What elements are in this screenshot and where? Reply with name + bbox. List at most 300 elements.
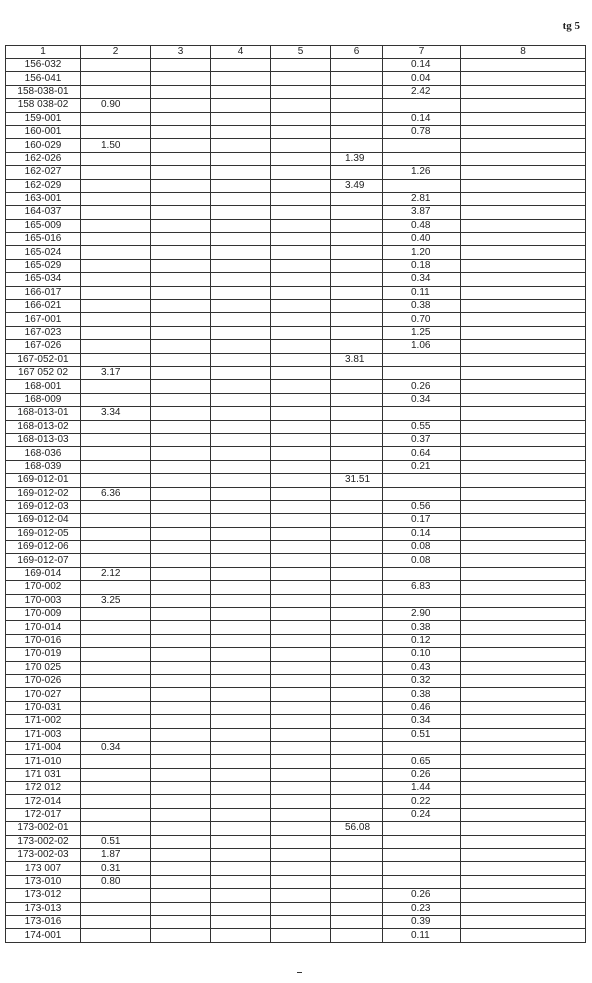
value-cell (211, 313, 271, 326)
table-row (6, 85, 586, 98)
value-cell: 56.08 (331, 822, 383, 835)
value-cell (81, 340, 151, 353)
value-cell: 0.11 (383, 286, 461, 299)
value-cell (81, 353, 151, 366)
table-row (6, 112, 586, 125)
value-cell (151, 929, 211, 942)
value-cell (383, 139, 461, 152)
value-cell (331, 246, 383, 259)
table-row (6, 313, 586, 326)
value-cell (461, 862, 586, 875)
value-cell (331, 594, 383, 607)
value-cell (331, 166, 383, 179)
value-cell (331, 916, 383, 929)
value-cell (81, 648, 151, 661)
value-cell (383, 353, 461, 366)
value-cell (331, 715, 383, 728)
value-cell (151, 326, 211, 339)
value-cell: 0.14 (383, 112, 461, 125)
table-row (6, 608, 586, 621)
value-cell (151, 808, 211, 821)
value-cell (271, 594, 331, 607)
value-cell (211, 822, 271, 835)
value-cell (211, 447, 271, 460)
value-cell (271, 313, 331, 326)
value-cell (461, 206, 586, 219)
table-row (6, 233, 586, 246)
value-cell (211, 701, 271, 714)
value-cell (331, 782, 383, 795)
value-cell (331, 286, 383, 299)
value-cell (151, 514, 211, 527)
value-cell (461, 902, 586, 915)
table-row (6, 554, 586, 567)
value-cell (383, 822, 461, 835)
value-cell (331, 447, 383, 460)
value-cell: 0.11 (383, 929, 461, 942)
value-cell (151, 621, 211, 634)
value-cell (81, 152, 151, 165)
value-cell (81, 728, 151, 741)
value-cell (151, 768, 211, 781)
row-id-cell: 172-014 (6, 795, 81, 808)
row-id-cell: 168-013-01 (6, 407, 81, 420)
value-cell (151, 648, 211, 661)
value-cell (151, 460, 211, 473)
value-cell (461, 822, 586, 835)
value-cell (81, 259, 151, 272)
value-cell (383, 407, 461, 420)
value-cell (331, 72, 383, 85)
value-cell (461, 808, 586, 821)
value-cell (271, 916, 331, 929)
value-cell (461, 741, 586, 754)
value-cell (331, 648, 383, 661)
value-cell (461, 219, 586, 232)
value-cell (331, 59, 383, 72)
value-cell (461, 608, 586, 621)
value-cell (271, 875, 331, 888)
value-cell (211, 233, 271, 246)
value-cell (151, 822, 211, 835)
value-cell (461, 340, 586, 353)
table-row (6, 393, 586, 406)
row-id-cell: 162-027 (6, 166, 81, 179)
table-row (6, 487, 586, 500)
column-header: 3 (151, 46, 211, 59)
value-cell (151, 353, 211, 366)
value-cell (383, 99, 461, 112)
value-cell (461, 233, 586, 246)
value-cell (81, 112, 151, 125)
value-cell (211, 661, 271, 674)
value-cell (81, 380, 151, 393)
value-cell (211, 608, 271, 621)
value-cell (211, 902, 271, 915)
value-cell (461, 407, 586, 420)
value-cell (461, 715, 586, 728)
value-cell (151, 139, 211, 152)
value-cell (331, 85, 383, 98)
value-cell (211, 72, 271, 85)
value-cell (81, 527, 151, 540)
value-cell (331, 433, 383, 446)
value-cell (151, 99, 211, 112)
value-cell (331, 273, 383, 286)
header-row (6, 46, 586, 59)
table-row (6, 862, 586, 875)
value-cell (271, 929, 331, 942)
value-cell (151, 219, 211, 232)
value-cell (151, 393, 211, 406)
value-cell (81, 581, 151, 594)
page-number: tg 5 (562, 20, 580, 32)
value-cell (271, 192, 331, 205)
table-row (6, 72, 586, 85)
row-id-cell: 171-002 (6, 715, 81, 728)
value-cell (331, 621, 383, 634)
table-row (6, 340, 586, 353)
row-id-cell: 171-003 (6, 728, 81, 741)
row-id-cell: 173-012 (6, 889, 81, 902)
value-cell (331, 112, 383, 125)
value-cell (211, 246, 271, 259)
value-cell (331, 514, 383, 527)
value-cell (331, 701, 383, 714)
value-cell (151, 313, 211, 326)
table-row (6, 541, 586, 554)
table-row (6, 527, 586, 540)
value-cell (81, 916, 151, 929)
value-cell (271, 782, 331, 795)
value-cell (271, 166, 331, 179)
row-id-cell: 169-014 (6, 567, 81, 580)
value-cell: 0.26 (383, 768, 461, 781)
value-cell (211, 259, 271, 272)
row-id-cell: 169-012-03 (6, 500, 81, 513)
value-cell (211, 674, 271, 687)
value-cell (211, 487, 271, 500)
row-id-cell: 169-012-07 (6, 554, 81, 567)
value-cell (271, 85, 331, 98)
value-cell (81, 755, 151, 768)
value-cell: 0.40 (383, 233, 461, 246)
row-id-cell: 165-034 (6, 273, 81, 286)
value-cell (211, 715, 271, 728)
value-cell (461, 835, 586, 848)
value-cell (461, 59, 586, 72)
value-cell: 31.51 (331, 474, 383, 487)
value-cell (461, 674, 586, 687)
row-id-cell: 159-001 (6, 112, 81, 125)
value-cell (211, 460, 271, 473)
value-cell (151, 902, 211, 915)
row-id-cell: 168-013-02 (6, 420, 81, 433)
value-cell (331, 674, 383, 687)
value-cell (151, 715, 211, 728)
value-cell (271, 715, 331, 728)
value-cell (461, 527, 586, 540)
value-cell (81, 447, 151, 460)
value-cell (151, 206, 211, 219)
value-cell (151, 674, 211, 687)
value-cell (271, 393, 331, 406)
row-id-cell: 172-017 (6, 808, 81, 821)
value-cell (211, 112, 271, 125)
column-header: 8 (461, 46, 586, 59)
value-cell (151, 594, 211, 607)
value-cell (461, 661, 586, 674)
table-row (6, 634, 586, 647)
value-cell: 0.23 (383, 902, 461, 915)
value-cell (211, 808, 271, 821)
row-id-cell: 168-009 (6, 393, 81, 406)
value-cell (81, 166, 151, 179)
value-cell: 0.64 (383, 447, 461, 460)
value-cell (383, 474, 461, 487)
value-cell (211, 286, 271, 299)
value-cell (331, 541, 383, 554)
value-cell (151, 112, 211, 125)
value-cell (271, 219, 331, 232)
value-cell (151, 125, 211, 138)
value-cell: 0.55 (383, 420, 461, 433)
value-cell (81, 300, 151, 313)
value-cell (271, 125, 331, 138)
value-cell (151, 889, 211, 902)
value-cell (383, 567, 461, 580)
value-cell (461, 634, 586, 647)
value-cell (151, 608, 211, 621)
value-cell (331, 460, 383, 473)
value-cell: 1.20 (383, 246, 461, 259)
value-cell (211, 393, 271, 406)
value-cell (151, 701, 211, 714)
column-header: 1 (6, 46, 81, 59)
value-cell (271, 741, 331, 754)
value-cell: 3.87 (383, 206, 461, 219)
value-cell (211, 554, 271, 567)
value-cell (271, 340, 331, 353)
value-cell (461, 487, 586, 500)
value-cell: 6.36 (81, 487, 151, 500)
value-cell (271, 259, 331, 272)
row-id-cell: 156-032 (6, 59, 81, 72)
row-id-cell: 173-016 (6, 916, 81, 929)
value-cell (81, 768, 151, 781)
value-cell (81, 474, 151, 487)
value-cell: 0.31 (81, 862, 151, 875)
value-cell: 0.39 (383, 916, 461, 929)
value-cell: 2.90 (383, 608, 461, 621)
value-cell (151, 179, 211, 192)
value-cell (151, 500, 211, 513)
row-id-cell: 166-017 (6, 286, 81, 299)
value-cell (151, 300, 211, 313)
row-id-cell: 173-002-01 (6, 822, 81, 835)
value-cell: 1.87 (81, 849, 151, 862)
table-row (6, 273, 586, 286)
table-row (6, 822, 586, 835)
value-cell (461, 72, 586, 85)
table-row (6, 152, 586, 165)
value-cell (331, 661, 383, 674)
value-cell (81, 59, 151, 72)
table-row (6, 929, 586, 942)
value-cell: 0.80 (81, 875, 151, 888)
table-row (6, 728, 586, 741)
value-cell (271, 112, 331, 125)
value-cell (81, 313, 151, 326)
value-cell (461, 554, 586, 567)
value-cell (383, 594, 461, 607)
value-cell (151, 259, 211, 272)
value-cell (81, 621, 151, 634)
value-cell: 0.08 (383, 554, 461, 567)
value-cell (211, 407, 271, 420)
value-cell (461, 460, 586, 473)
value-cell (271, 661, 331, 674)
value-cell (211, 527, 271, 540)
table-row (6, 701, 586, 714)
table-row (6, 326, 586, 339)
value-cell (211, 634, 271, 647)
value-cell (81, 795, 151, 808)
value-cell: 0.43 (383, 661, 461, 674)
value-cell (81, 286, 151, 299)
value-cell: 1.06 (383, 340, 461, 353)
value-cell (271, 634, 331, 647)
table-row (6, 902, 586, 915)
value-cell: 0.12 (383, 634, 461, 647)
table-body (6, 59, 586, 943)
value-cell: 3.81 (331, 353, 383, 366)
value-cell (271, 701, 331, 714)
value-cell (461, 353, 586, 366)
table-row (6, 179, 586, 192)
value-cell (151, 581, 211, 594)
value-cell (151, 741, 211, 754)
value-cell (151, 916, 211, 929)
value-cell (211, 474, 271, 487)
value-cell (331, 420, 383, 433)
value-cell (81, 233, 151, 246)
value-cell (461, 500, 586, 513)
value-cell (331, 929, 383, 942)
value-cell (211, 192, 271, 205)
value-cell (271, 420, 331, 433)
table-row (6, 674, 586, 687)
value-cell (461, 889, 586, 902)
value-cell: 0.56 (383, 500, 461, 513)
value-cell (81, 554, 151, 567)
table-row (6, 875, 586, 888)
value-cell (211, 594, 271, 607)
table-row (6, 125, 586, 138)
value-cell (211, 728, 271, 741)
value-cell (151, 286, 211, 299)
table-row (6, 567, 586, 580)
table-row (6, 755, 586, 768)
value-cell (151, 380, 211, 393)
value-cell (151, 835, 211, 848)
value-cell (331, 407, 383, 420)
value-cell (461, 447, 586, 460)
value-cell (271, 286, 331, 299)
value-cell (211, 581, 271, 594)
value-cell (461, 139, 586, 152)
value-cell (271, 608, 331, 621)
row-id-cell: 166-021 (6, 300, 81, 313)
value-cell (271, 300, 331, 313)
value-cell (211, 862, 271, 875)
value-cell (211, 621, 271, 634)
value-cell (461, 259, 586, 272)
value-cell (211, 166, 271, 179)
row-id-cell: 170-031 (6, 701, 81, 714)
value-cell (81, 460, 151, 473)
value-cell (383, 152, 461, 165)
value-cell: 0.26 (383, 380, 461, 393)
value-cell (81, 902, 151, 915)
table-row (6, 782, 586, 795)
value-cell (81, 85, 151, 98)
value-cell (271, 380, 331, 393)
value-cell (271, 353, 331, 366)
table-row (6, 259, 586, 272)
row-id-cell: 174-001 (6, 929, 81, 942)
value-cell (383, 487, 461, 500)
table-row (6, 139, 586, 152)
value-cell: 0.24 (383, 808, 461, 821)
value-cell (331, 567, 383, 580)
table-row (6, 447, 586, 460)
value-cell (331, 634, 383, 647)
value-cell: 3.17 (81, 366, 151, 379)
value-cell (331, 554, 383, 567)
value-cell (271, 500, 331, 513)
value-cell: 0.46 (383, 701, 461, 714)
value-cell (331, 902, 383, 915)
value-cell (271, 554, 331, 567)
value-cell (151, 474, 211, 487)
value-cell (151, 72, 211, 85)
value-cell (271, 487, 331, 500)
value-cell (461, 179, 586, 192)
value-cell (331, 795, 383, 808)
value-cell (271, 674, 331, 687)
value-cell (331, 487, 383, 500)
row-id-cell: 170 025 (6, 661, 81, 674)
table-row (6, 59, 586, 72)
value-cell (461, 795, 586, 808)
value-cell (271, 233, 331, 246)
row-id-cell: 167-026 (6, 340, 81, 353)
value-cell (331, 206, 383, 219)
row-id-cell: 169-012-02 (6, 487, 81, 500)
value-cell (331, 581, 383, 594)
row-id-cell: 171-004 (6, 741, 81, 754)
value-cell (81, 192, 151, 205)
value-cell (151, 755, 211, 768)
value-cell (81, 514, 151, 527)
row-id-cell: 168-039 (6, 460, 81, 473)
value-cell (81, 661, 151, 674)
value-cell (271, 581, 331, 594)
value-cell (81, 433, 151, 446)
row-id-cell: 170-026 (6, 674, 81, 687)
value-cell (461, 286, 586, 299)
